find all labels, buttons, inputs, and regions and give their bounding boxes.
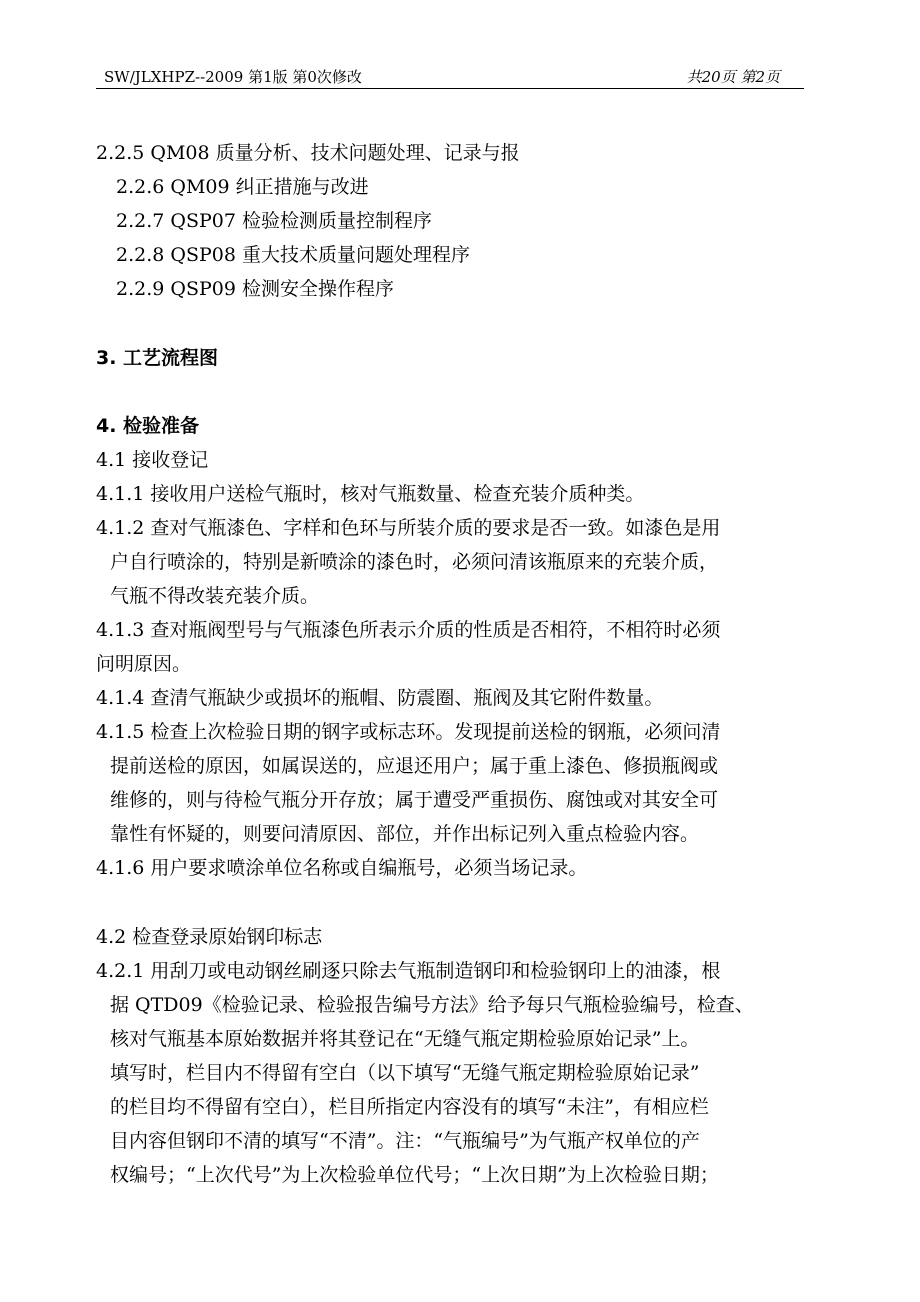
clause-4-2-1-line-2: 据 QTD09《检验记录、检验报告编号方法》给予每只气瓶检验编号，检查、 [110,994,754,1016]
ref-item-2-2-9: 2.2.9 QSP09 检测安全操作程序 [116,278,394,300]
clause-4-1-2-line-2: 户自行喷涂的，特别是新喷涂的漆色时，必须问清该瓶原来的充装介质， [110,551,719,573]
clause-4-1-5-line-1: 4.1.5 检查上次检验日期的钢字或标志环。发现提前送检的钢瓶，必须问清 [96,721,721,743]
header-page-count: 共20页 第2页 [686,68,780,86]
header-document-id: SW/JLXHPZ--2009 第1版 第0次修改 [104,68,362,86]
clause-4-1-4: 4.1.4 查清气瓶缺少或损坏的瓶帽、防震圈、瓶阀及其它附件数量。 [96,687,664,709]
clause-4-1-5-line-3: 维修的，则与待检气瓶分开存放；属于遭受严重损伤、腐蚀或对其安全可 [110,789,719,811]
clause-4-1-3-line-2: 问明原因。 [96,653,192,675]
clause-4-2-1-line-7: 权编号；“上次代号”为上次检验单位代号；“上次日期”为上次检验日期； [110,1164,719,1186]
ref-item-2-2-7: 2.2.7 QSP07 检验检测质量控制程序 [116,210,432,232]
ref-item-2-2-6: 2.2.6 QM09 纠正措施与改进 [116,176,369,198]
clause-4-1-5-line-4: 靠性有怀疑的，则要问清原因、部位，并作出标记列入重点检验内容。 [110,823,700,845]
page-header [96,62,804,89]
clause-4-1-1: 4.1.1 接收用户送检气瓶时，核对气瓶数量、检查充装介质种类。 [96,483,645,505]
subsection-4-2-heading: 4.2 检查登录原始钢印标志 [96,926,323,948]
clause-4-1-5-line-2: 提前送检的原因，如属误送的，应退还用户；属于重上漆色、修损瓶阀或 [110,755,719,777]
ref-item-2-2-8: 2.2.8 QSP08 重大技术质量问题处理程序 [116,244,470,266]
clause-4-2-1-line-4: 填写时，栏目内不得留有空白（以下填写“无缝气瓶定期检验原始记录” [110,1062,700,1084]
clause-4-1-2-line-1: 4.1.2 查对气瓶漆色、字样和色环与所装介质的要求是否一致。如漆色是用 [96,517,721,539]
clause-4-2-1-line-3: 核对气瓶基本原始数据并将其登记在“无缝气瓶定期检验原始记录”上。 [110,1028,700,1050]
clause-4-2-1-line-6: 目内容但钢印不清的填写“不清”。注：“气瓶编号”为气瓶产权单位的产 [110,1130,700,1152]
clause-4-2-1-line-5: 的栏目均不得留有空白），栏目所指定内容没有的填写“未注”，有相应栏 [110,1096,709,1118]
ref-item-2-2-5: 2.2.5 QM08 质量分析、技术问题处理、记录与报 [96,142,520,164]
section-4-heading: 4. 检验准备 [96,415,200,437]
clause-4-1-2-line-3: 气瓶不得改装充装介质。 [110,585,320,607]
subsection-4-1-heading: 4.1 接收登记 [96,449,209,471]
section-3-heading: 3. 工艺流程图 [96,347,219,369]
clause-4-2-1-line-1: 4.2.1 用刮刀或电动钢丝刷逐只除去气瓶制造钢印和检验钢印上的油漆，根 [96,960,721,982]
clause-4-1-6: 4.1.6 用户要求喷涂单位名称或自编瓶号，必须当场记录。 [96,857,588,879]
clause-4-1-3-line-1: 4.1.3 查对瓶阀型号与气瓶漆色所表示介质的性质是否相符，不相符时必须 [96,619,721,641]
